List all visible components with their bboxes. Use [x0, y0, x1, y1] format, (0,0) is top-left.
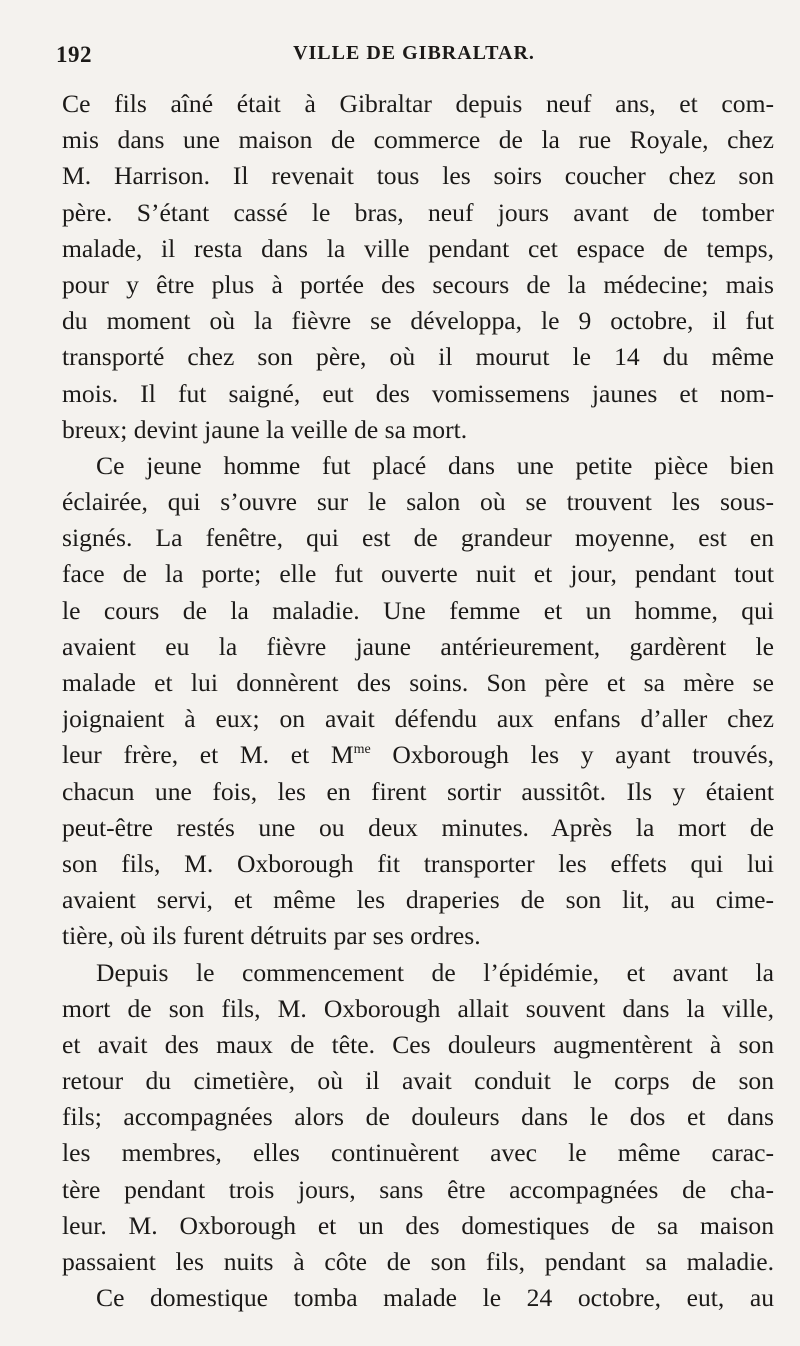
text-line: malade et lui donnèrent des soins. Son père et sa mère se — [62, 668, 774, 697]
paragraph-start-line: Depuis le commencement de l’épidémie, et avant la — [96, 957, 774, 987]
text-line: Ce fils aîné était à Gibraltar depuis neuf ans, et com- — [62, 89, 774, 118]
text-line: peut-être restés une ou deux minutes. Après la mort de — [62, 812, 774, 842]
text-line: chacun une fois, les en firent sortir aussitôt. Ils y étaient — [62, 776, 774, 806]
text-line: retour du cimetière, où il avait conduit le corps de son — [62, 1066, 774, 1096]
running-head — [56, 42, 772, 76]
running-title: VILLE DE GIBRALTAR. — [293, 42, 535, 64]
text-line: avaient eu la fièvre jaune antérieurement, gardèrent le — [62, 631, 774, 661]
text-line: éclairée, qui s’ouvre sur le salon où se trouvent les sous- — [62, 487, 774, 517]
text-line: passaient les nuits à côte de son fils, pendant sa maladie. — [62, 1247, 774, 1276]
text-line: le cours de la maladie. Une femme et un homme, qui — [62, 595, 774, 625]
text-line: tière, où ils furent détruits par ses ordres. — [62, 921, 481, 951]
text-line: père. S’étant cassé le bras, neuf jours avant de tomber — [62, 197, 774, 227]
text-line-with-superscript — [62, 737, 774, 773]
text-line: mis dans une maison de commerce de la rue Royale, chez — [62, 125, 774, 155]
text-line: signés. La fenêtre, qui est de grandeur moyenne, est en — [62, 523, 774, 553]
text-line: avaient servi, et même les draperies de son lit, au cime- — [62, 885, 774, 915]
text-line: Ce domestique tomba malade le 24 octobre, eut, au — [96, 1283, 774, 1313]
superscript: me — [353, 742, 371, 758]
text-line: et avait des maux de tête. Ces douleurs augmentèrent à son — [62, 1029, 774, 1059]
body-text — [62, 86, 774, 1316]
text-line: transporté chez son père, où il mourut le 14 du même — [62, 342, 774, 372]
text-line: malade, il resta dans la ville pendant cet espace de temps, — [62, 233, 774, 263]
text-line: tère pendant trois jours, sans être accompagnées de cha- — [62, 1174, 774, 1204]
text-line: mort de son fils, M. Oxborough allait souvent dans la ville, — [62, 993, 774, 1023]
line-head: leur frère, et M. et M — [62, 740, 354, 770]
page-number: 192 — [56, 42, 92, 67]
text-line: pour y être plus à portée des secours de la médecine; mais — [62, 269, 774, 299]
paragraph-start-line: Ce jeune homme fut placé dans une petite pièce bien — [96, 450, 774, 480]
text-line: les membres, elles continuèrent avec le même carac- — [62, 1138, 774, 1168]
text-line: breux; devint jaune la veille de sa mort. — [62, 414, 468, 444]
text-line: fils; accompagnées alors de douleurs dans le dos et dans — [62, 1102, 774, 1132]
text-line: face de la porte; elle fut ouverte nuit et jour, pendant tout — [62, 559, 774, 589]
text-line: joignaient à eux; on avait défendu aux enfans d’aller chez — [62, 704, 774, 734]
text-line: M. Harrison. Il revenait tous les soirs coucher chez son — [62, 161, 774, 191]
text-line: son fils, M. Oxborough fit transporter les effets qui lui — [62, 848, 774, 878]
text-line: mois. Il fut saigné, eut des vomissemens jaunes et nom- — [62, 378, 774, 408]
text-line: du moment où la fièvre se développa, le 9 octobre, il fut — [62, 306, 774, 336]
line-tail: Oxborough les y ayant trouvés, — [370, 740, 774, 770]
text-line: leur. M. Oxborough et un des domestiques de sa maison — [62, 1210, 774, 1240]
